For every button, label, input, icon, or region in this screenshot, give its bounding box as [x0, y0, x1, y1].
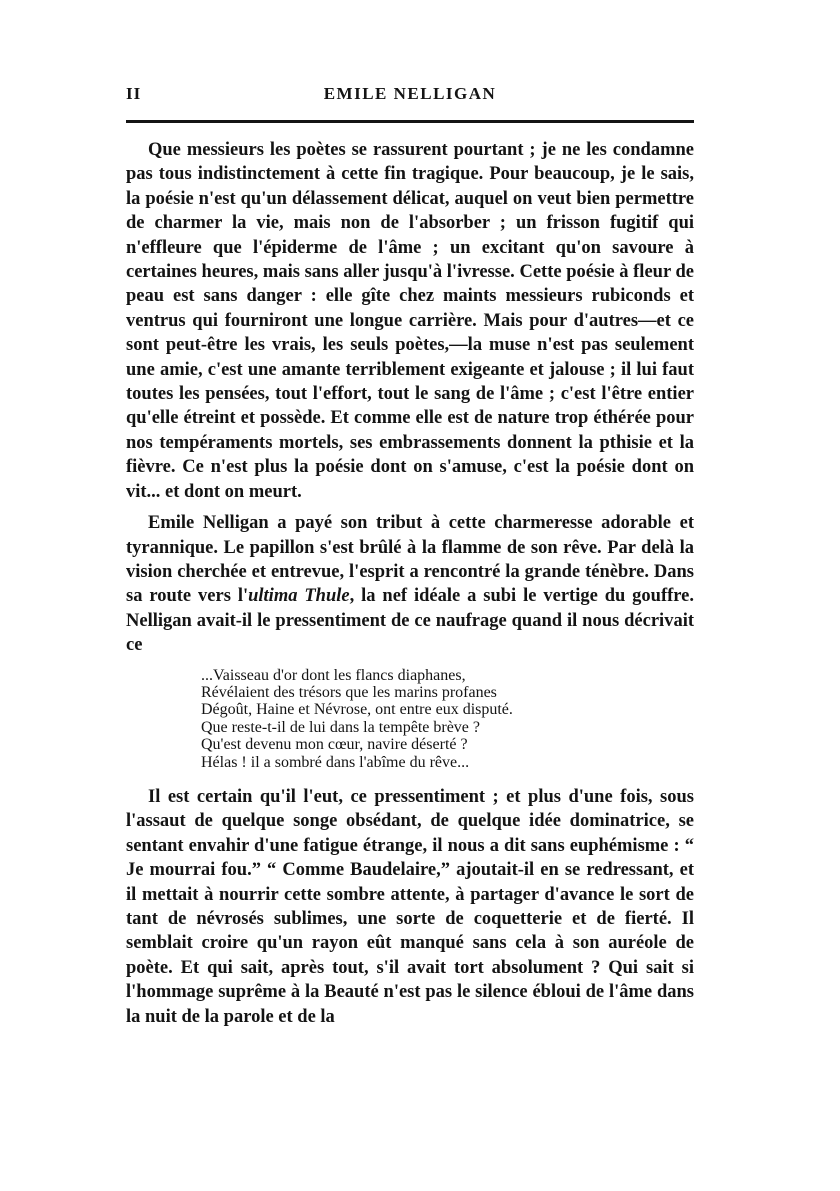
page-header — [126, 84, 694, 110]
paragraph-2-text-after: , la nef idéale a subi le vertige du gouffre. Nelligan avait-il le pressentiment de ce naufrage quand il nous décrivait ce — [126, 586, 694, 656]
verse-line: Dégoût, Haine et Névrose, ont entre eux disputé. — [201, 701, 513, 719]
verse-line: Qu'est devenu mon cœur, navire déserté ? — [201, 736, 468, 754]
paragraph-2 — [126, 511, 694, 657]
verse-line: Que reste-t-il de lui dans la tempête brève ? — [201, 718, 480, 736]
verse-line: Révélaient des trésors que les marins profanes — [201, 683, 497, 701]
paragraph-3: Il est certain qu'il l'eut, ce pressentiment ; et plus d'une fois, sous l'assaut de quelque songe obsédant, de quelque idée dominatrice, se sentant envahir d'une fatigue étrange, il nous a dit sans euphémisme : “ Je mourrai fou.” “ Comme Baudelaire,” ajoutait-il en se redressant, et il mettait à nourrir cette sombre attente, à partager d'avance le sort de tant de névrosés sublimes, une sorte de coquetterie et de fierté. Il semblait croire qu'un rayon eût manqué sans cela à son auréole de poète. Et qui sait, après tout, s'il avait tort absolument ? Qui sait si l'hommage suprême à la Beauté n'est pas le silence ébloui de l'âme dans la nuit de la parole et de la — [126, 786, 694, 1027]
verse-line: ...Vaisseau d'or dont les flancs diaphanes, — [201, 666, 466, 684]
verse-quotation — [201, 667, 694, 771]
body-text — [126, 138, 694, 1029]
paragraph-2-text-before: Emile Nelligan a payé son tribut à cette charmeresse adorable et tyrannique. Le papillon s'est brûlé à la flamme de son rêve. Par delà la vision cherchée et entrevue, l'esprit a rencontré la grande ténèbre. Dans sa route vers l' — [126, 513, 694, 607]
verse-line: Hélas ! il a sombré dans l'abîme du rêve... — [201, 753, 470, 771]
header-rule — [126, 120, 694, 123]
running-title: EMILE NELLIGAN — [323, 84, 497, 103]
page-number: II — [126, 84, 142, 103]
paragraph-1: Que messieurs les poètes se rassurent pourtant ; je ne les condamne pas tous indistinctement à cette fin tragique. Pour beaucoup, je le sais, la poésie n'est qu'un délassement délicat, auquel on veut bien permettre de charmer la vie, mais non de l'absorber ; un frisson fugitif qui n'effleure que l'épiderme de l'âme ; un excitant qu'on savoure à certaines heures, mais sans aller jusqu'à l'ivresse. Cette poésie à fleur de peau est sans danger : elle gîte chez maints messieurs rubiconds et ventrus qui fourniront une longue carrière. Mais pour d'autres—et ce sont peut-être les vrais, les seuls poètes,—la muse n'est pas seulement une amie, c'est une amante terriblement exigeante et jalouse ; il lui faut toutes les pensées, tout l'effort, tout le sang de l'âme ; c'est l'être entier qu'elle étreint et possède. Et comme elle est de nature trop éthérée pour nos tempéraments mortels, ses embrassements donnent la pthisie et la fièvre. Ce n'est plus la poésie dont on s'amuse, c'est la poésie dont on vit... et dont on meurt. — [126, 140, 694, 502]
ultima-thule-italic: ultima Thule — [248, 586, 350, 607]
